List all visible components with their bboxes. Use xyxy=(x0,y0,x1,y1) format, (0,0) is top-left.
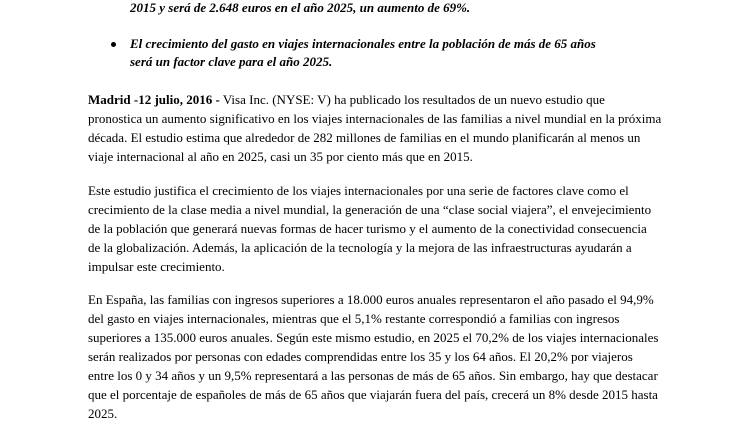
spain-line-3: superiores a 135.000 euros anuales. Según este mismo estudio, en 2025 el 70,2% de los viajes internacionales xyxy=(88,330,659,345)
factors-paragraph xyxy=(88,181,708,276)
spain-line-2: del gasto en viajes internacionales, mientras que el 5,1% restante correspondió a familias con ingresos xyxy=(88,311,620,326)
intro-line-4: viaje internacional al año en 2025, casi un 35 por ciento más que en 2015. xyxy=(88,149,473,164)
bullet-2-line-1: El crecimiento del gasto en viajes internacionales entre la población de más de 65 años xyxy=(130,36,596,51)
spain-line-6: que el porcentaje de españoles de más de 65 años que viajarán fuera del país, crecerá un 8% desde 2015 hasta xyxy=(88,387,658,402)
spain-line-4: serán realizados por personas con edades comprendidas entre los 35 y los 64 años. El 20,2% por viajeros xyxy=(88,349,633,364)
spain-line-1: En España, las familias con ingresos superiores a 18.000 euros anuales representaron el año pasado el 94,9% xyxy=(88,292,654,307)
intro-paragraph xyxy=(88,90,708,166)
intro-line-3: década. El estudio estima que alrededor de 282 millones de familias en el mundo planificarán al menos un xyxy=(88,130,641,145)
dateline: Madrid -12 julio, 2016 - xyxy=(88,92,220,107)
factors-line-4: de la globalización. Además, la aplicación de la tecnología y la mejora de las infraestructuras ayudarán a xyxy=(88,240,632,255)
bullet-2-line-2: será un factor clave para el año 2025. xyxy=(130,54,333,69)
factors-line-3: de la población que generará nuevas formas de hacer turismo y el aumento de la conectividad consecuencia xyxy=(88,221,647,236)
intro-line-1 xyxy=(88,90,708,109)
intro-line-2: pronostica un aumento significativo en los viajes internacionales de las familias a nivel mundial en la próxima xyxy=(88,111,662,126)
factors-line-1: Este estudio justifica el crecimiento de los viajes internacionales por una serie de factores clave como el xyxy=(88,183,629,198)
spain-paragraph xyxy=(88,290,708,423)
spain-line-5: entre los 0 y 34 años y un 9,5% representará a las personas de más de 65 años. Sin embargo, hay que destacar xyxy=(88,368,658,383)
spain-line-7: 2025. xyxy=(88,406,118,421)
bullet-1-tail: 2015 y será de 2.648 euros en el año 2025, un aumento de 69%. xyxy=(130,0,471,15)
bullet-2-marker xyxy=(111,42,116,47)
factors-line-5: impulsar este crecimiento. xyxy=(88,259,225,274)
factors-line-2: crecimiento de la clase media a nivel mundial, la generación de una “clase social viajera”, el envejecimiento xyxy=(88,202,652,217)
intro-line-1-text: Visa Inc. (NYSE: V) ha publicado los resultados de un nuevo estudio que xyxy=(219,92,605,107)
